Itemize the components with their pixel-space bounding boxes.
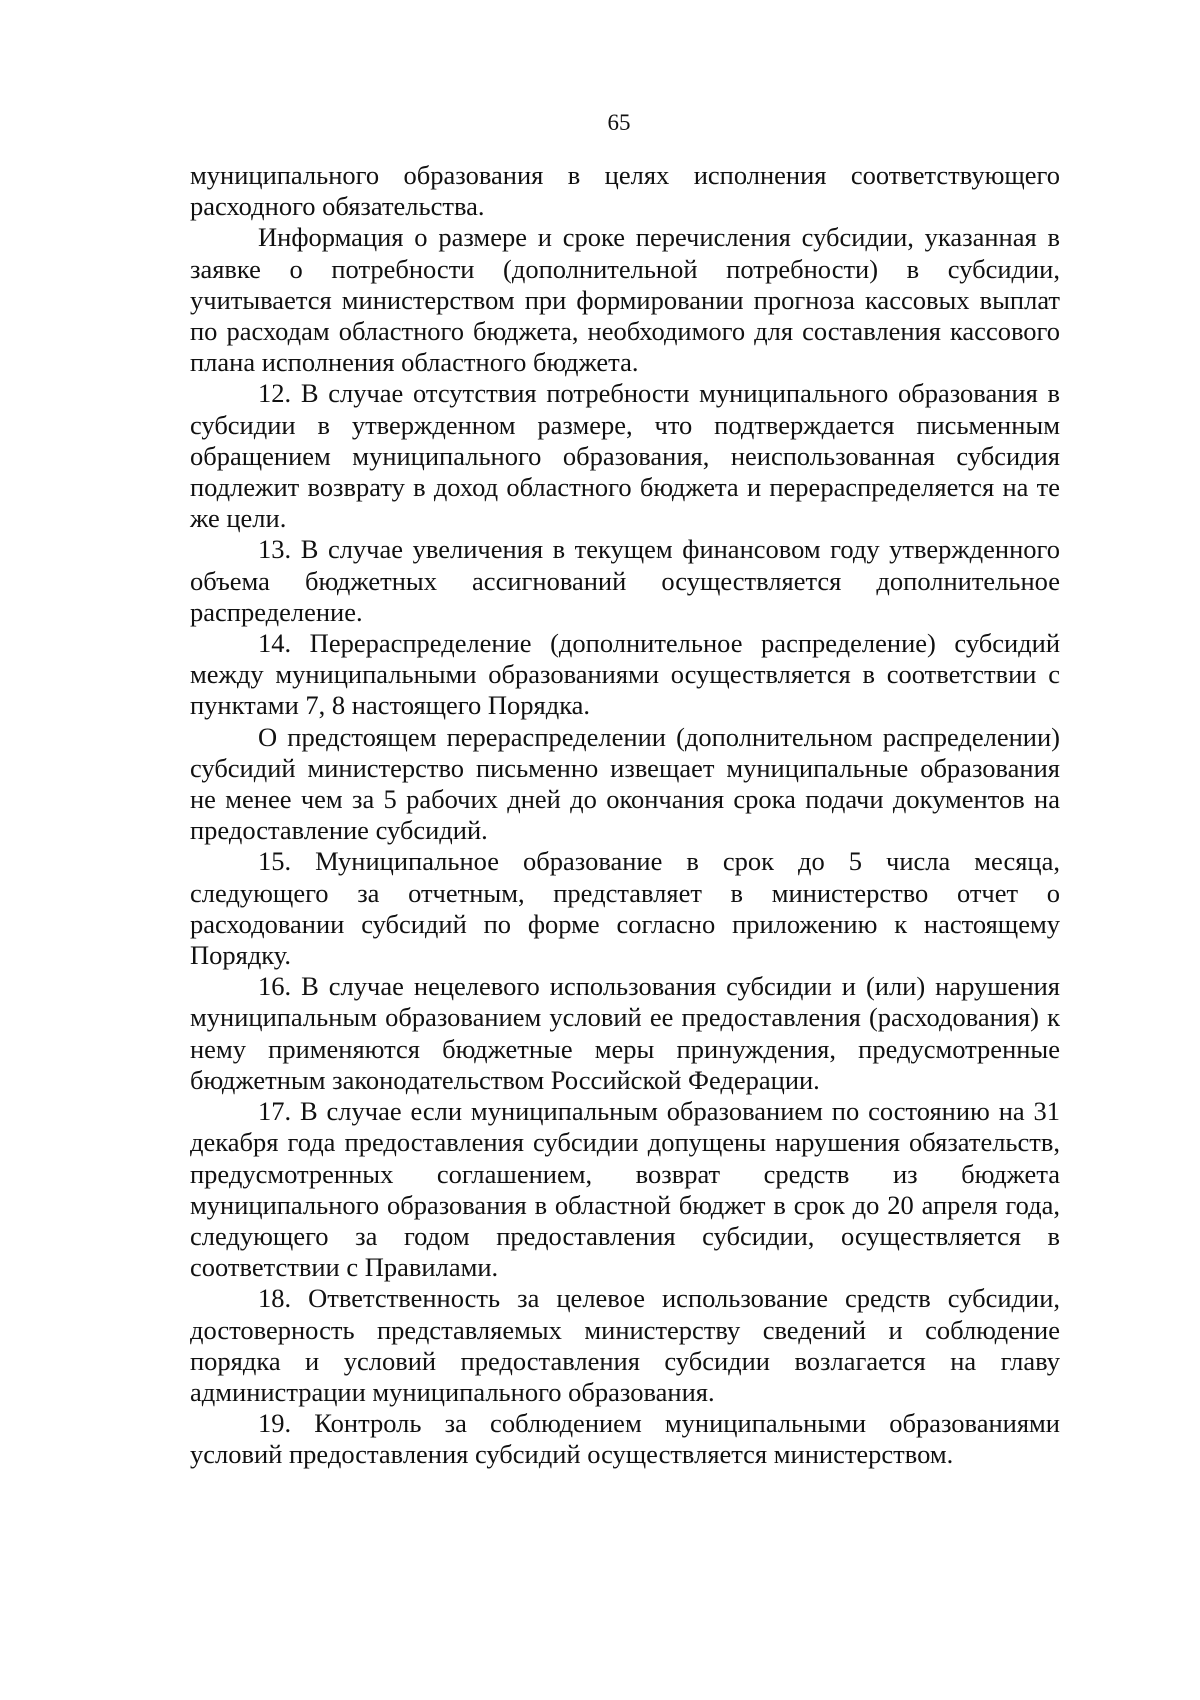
- paragraph-redistribution-notice: О предстоящем перераспределении (дополнительном распределении) субсидий министерство письменно извещает муниципальные образования не менее чем за 5 рабочих дней до окончания срока подачи документов на предоставление субсидий.: [190, 721, 1060, 846]
- paragraph-subsidy-information: Информация о размере и сроке перечисления субсидии, указанная в заявке о потребности (дополнительной потребности) в субсидии, учитывается министерством при формировании прогноза кассовых выплат по расходам областного бюджета, необходимого для составления кассового плана исполнения областного бюджета.: [190, 222, 1060, 378]
- paragraph-continuation: муниципального образования в целях исполнения соответствующего расходного обязательства.: [190, 160, 1060, 222]
- page-number: 65: [607, 110, 631, 135]
- paragraph-clause-15: 15. Муниципальное образование в срок до 5 числа месяца, следующего за отчетным, представляет в министерство отчет о расходовании субсидий по форме согласно приложению к настоящему Порядку.: [190, 846, 1060, 971]
- paragraph-clause-16: 16. В случае нецелевого использования субсидии и (или) нарушения муниципальным образованием условий ее предоставления (расходования) к нему применяются бюджетные меры принуждения, предусмотренные бюджетным законодательством Российской Федерации.: [190, 971, 1060, 1095]
- document-body: [190, 160, 1060, 1471]
- paragraph-clause-13: 13. В случае увеличения в текущем финансовом году утвержденного объема бюджетных ассигнований осуществляется дополнительное распределение.: [190, 534, 1060, 627]
- paragraph-clause-19: 19. Контроль за соблюдением муниципальными образованиями условий предоставления субсидий осуществляется министерством.: [190, 1408, 1060, 1470]
- paragraph-clause-14: 14. Перераспределение (дополнительное распределение) субсидий между муниципальными образованиями осуществляется в соответствии с пунктами 7, 8 настоящего Порядка.: [190, 628, 1060, 721]
- paragraph-clause-18: 18. Ответственность за целевое использование средств субсидии, достоверность представляемых министерству сведений и соблюдение порядка и условий предоставления субсидии возлагается на главу администрации муниципального образования.: [190, 1283, 1060, 1407]
- paragraph-clause-12: 12. В случае отсутствия потребности муниципального образования в субсидии в утвержденном размере, что подтверждается письменным обращением муниципального образования, неиспользованная субсидия подлежит возврату в доход областного бюджета и перераспределяется на те же цели.: [190, 378, 1060, 534]
- paragraph-clause-17: 17. В случае если муниципальным образованием по состоянию на 31 декабря года предоставления субсидии допущены нарушения обязательств, предусмотренных соглашением, возврат средств из бюджета муниципального образования в областной бюджет в срок до 20 апреля года, следующего за годом предоставления субсидии, осуществляется в соответствии с Правилами.: [190, 1096, 1060, 1283]
